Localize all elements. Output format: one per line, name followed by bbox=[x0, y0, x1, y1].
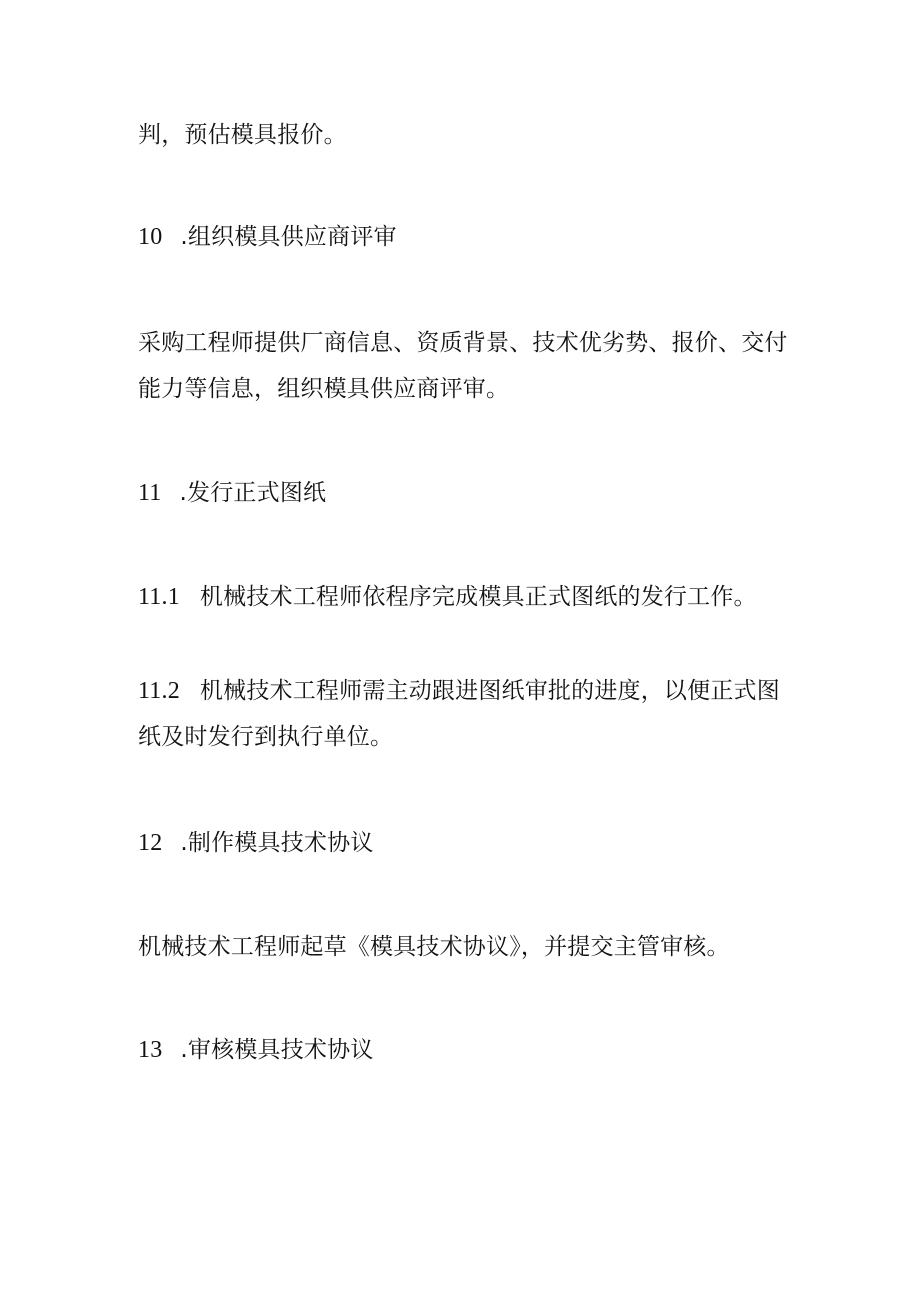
item-11-2-line-2 bbox=[138, 720, 393, 754]
section-number: 13 bbox=[138, 1037, 163, 1063]
section-number: 10 bbox=[138, 224, 163, 250]
item-11-1 bbox=[138, 580, 757, 614]
item-text: 机械技术工程师依程序完成模具正式图纸的发行工作。 bbox=[199, 584, 757, 610]
paragraph-text: 能力等信息，组织模具供应商评审。 bbox=[138, 376, 510, 402]
section-10-body-line-1 bbox=[138, 326, 788, 360]
section-12-heading bbox=[138, 826, 374, 860]
item-number: 11.2 bbox=[138, 678, 180, 704]
section-10-body-line-2 bbox=[138, 372, 509, 406]
section-title: .制作模具技术协议 bbox=[180, 830, 374, 856]
paragraph-text: 判，预估模具报价。 bbox=[138, 122, 347, 148]
section-number: 11 bbox=[138, 480, 162, 506]
section-title: .发行正式图纸 bbox=[179, 480, 327, 506]
section-title: .审核模具技术协议 bbox=[180, 1037, 374, 1063]
paragraph-text: 采购工程师提供厂商信息、资质背景、技术优劣势、报价、交付 bbox=[138, 330, 788, 356]
item-11-2-line-1 bbox=[138, 674, 780, 708]
item-number: 11.1 bbox=[138, 584, 180, 610]
section-10-heading bbox=[138, 220, 397, 254]
paragraph-intro-tail bbox=[138, 118, 347, 152]
item-text: 机械技术工程师需主动跟进图纸审批的进度，以便正式图 bbox=[199, 678, 780, 704]
paragraph-text: 机械技术工程师起草《模具技术协议》，并提交主管审核。 bbox=[138, 934, 730, 960]
section-number: 12 bbox=[138, 830, 163, 856]
section-13-heading bbox=[138, 1033, 374, 1067]
section-12-body bbox=[138, 930, 730, 964]
section-11-heading bbox=[138, 476, 326, 510]
item-text: 纸及时发行到执行单位。 bbox=[138, 724, 394, 750]
section-title: .组织模具供应商评审 bbox=[180, 224, 397, 250]
